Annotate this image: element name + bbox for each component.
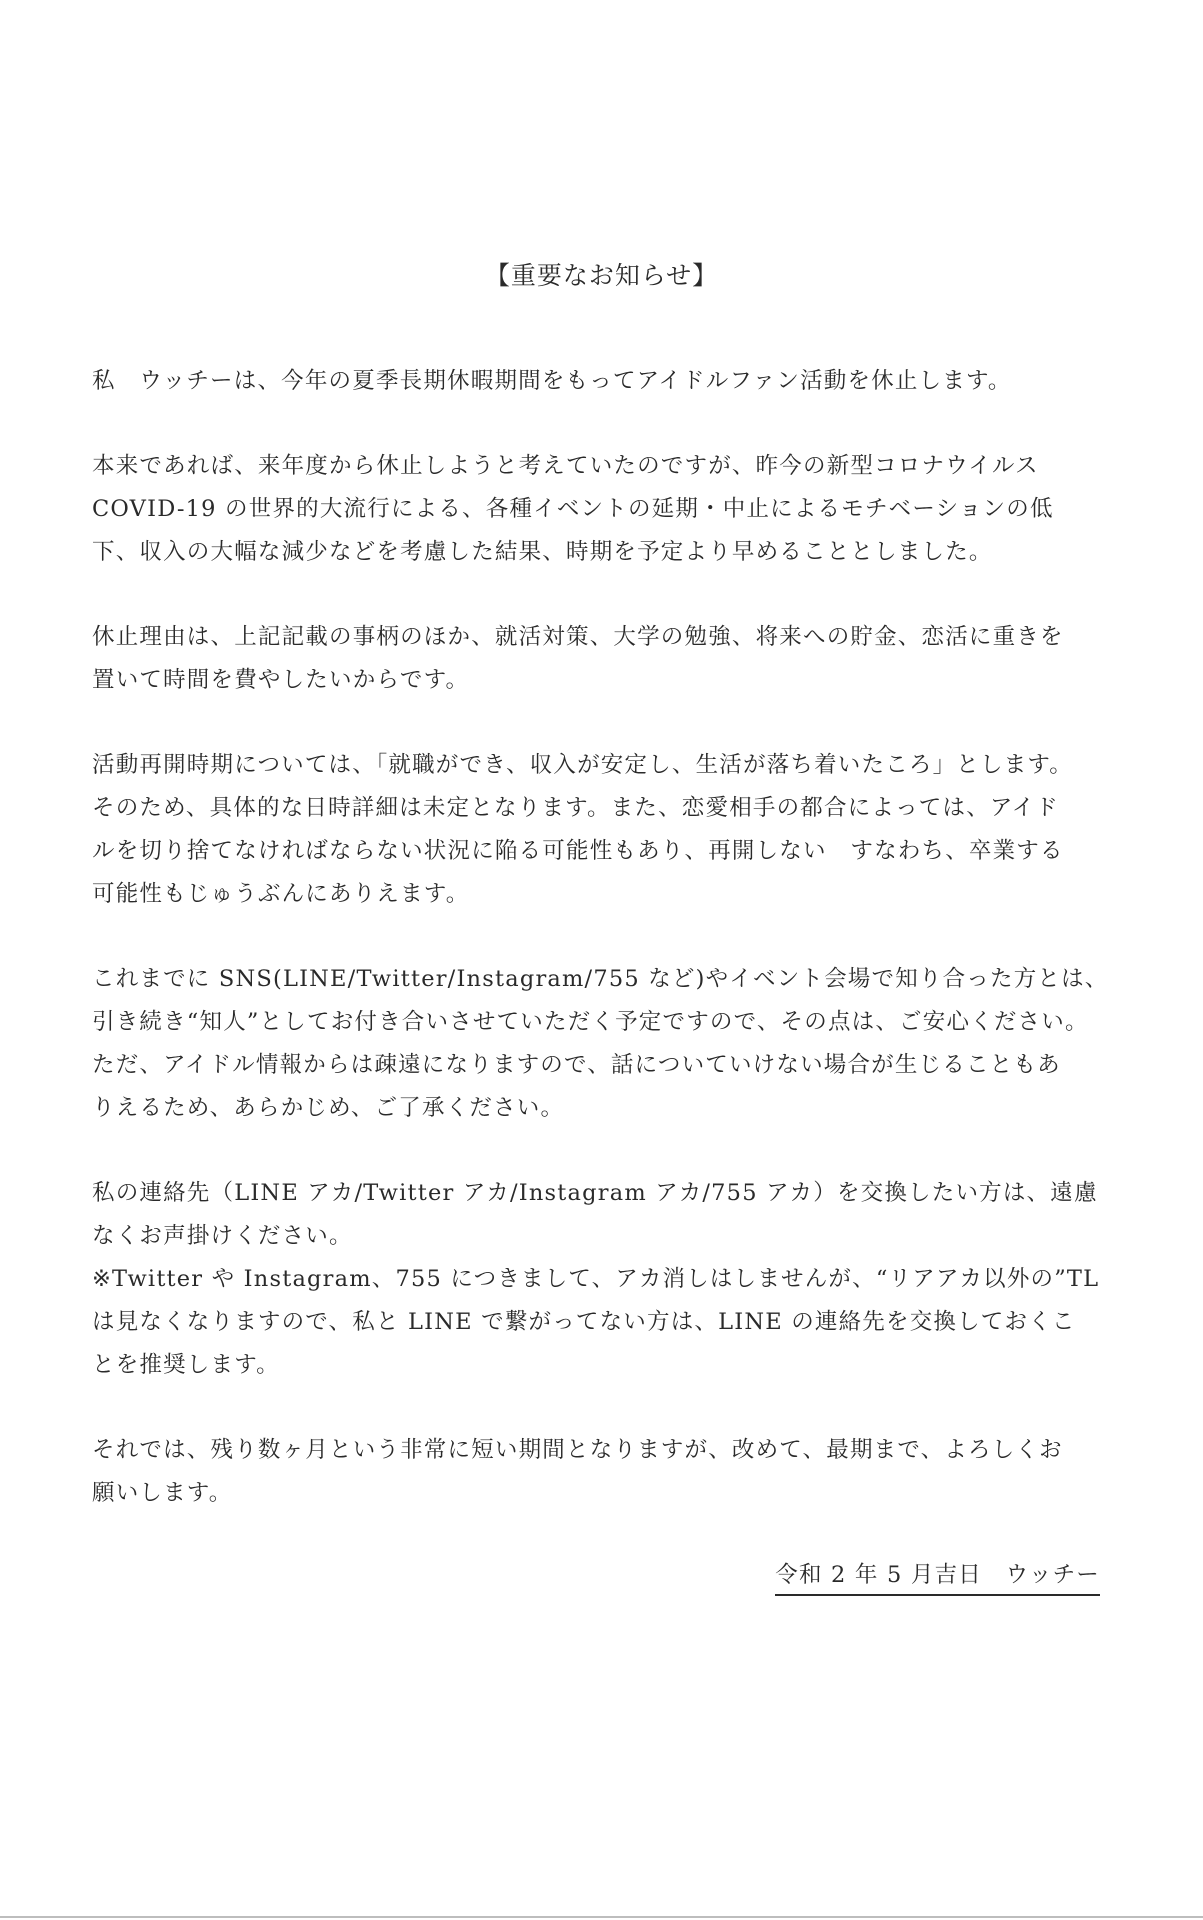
paragraph-announcement (92, 360, 1112, 403)
paragraph-reasons (92, 616, 1112, 702)
paragraph-background (92, 445, 1112, 574)
paragraph-closing (92, 1429, 1112, 1515)
text-line: 可能性もじゅうぶんにありえます。 (92, 881, 470, 907)
page-title: 【重要なお知らせ】 (484, 261, 719, 290)
letter-body (92, 360, 1112, 1515)
text-line: 活動再開時期については、「就職ができ、収入が安定し、生活が落ち着いたころ」とします。 (92, 752, 1074, 778)
text-line: これまでに SNS(LINE/Twitter/Instagram/755 など)やイベント会場で知り合った方とは、 (92, 966, 1109, 992)
text-line: 願いします。 (92, 1480, 233, 1506)
text-line: 休止理由は、上記記載の事柄のほか、就活対策、大学の勉強、将来への貯金、恋活に重きを (92, 624, 1064, 650)
text-line: 引き続き“知人”としてお付き合いさせていただく予定ですので、その点は、ご安心ください。 (92, 1009, 1089, 1035)
text-line: 私 ウッチーは、今年の夏季長期休暇期間をもってアイドルファン活動を休止します。 (92, 368, 1012, 394)
bottom-divider (0, 1916, 1203, 1918)
text-line: とを推奨します。 (92, 1352, 280, 1378)
text-line: なくお声掛けください。 (92, 1223, 353, 1249)
text-line: 本来であれば、来年度から休止しようと考えていたのですが、昨今の新型コロナウイルス (92, 453, 1039, 479)
paragraph-resumption (92, 744, 1112, 916)
text-line: 下、収入の大幅な減少などを考慮した結果、時期を予定より早めることとしました。 (92, 539, 993, 565)
signature-date: 令和 2 年 5 月吉日 ウッチー (775, 1560, 1100, 1596)
paragraph-acquaintances (92, 958, 1112, 1130)
text-line: 私の連絡先（LINE アカ/Twitter アカ/Instagram アカ/755 アカ）を交換したい方は、遠慮 (92, 1180, 1098, 1206)
text-line: それでは、残り数ヶ月という非常に短い期間となりますが、改めて、最期まで、よろしくお (92, 1437, 1063, 1463)
text-line: 置いて時間を費やしたいからです。 (92, 667, 470, 693)
text-line: ルを切り捨てなければならない状況に陥る可能性もあり、再開しない すなわち、卒業する (92, 838, 1064, 864)
text-line: ただ、アイドル情報からは疎遠になりますので、話についていけない場合が生じることもあ (92, 1052, 1061, 1078)
text-line: りえるため、あらかじめ、ご了承ください。 (92, 1095, 565, 1121)
text-line: そのため、具体的な日時詳細は未定となります。また、恋愛相手の都合によっては、アイド (92, 795, 1059, 821)
text-line: は見なくなりますので、私と LINE で繋がってない方は、LINE の連絡先を交換しておくこ (92, 1309, 1076, 1335)
text-line: ※Twitter や Instagram、755 につきまして、アカ消しはしませんが、“リアアカ以外の”TL (92, 1266, 1100, 1292)
text-line: COVID-19 の世界的大流行による、各種イベントの延期・中止によるモチベーションの低 (92, 496, 1054, 522)
paragraph-contact (92, 1172, 1112, 1387)
